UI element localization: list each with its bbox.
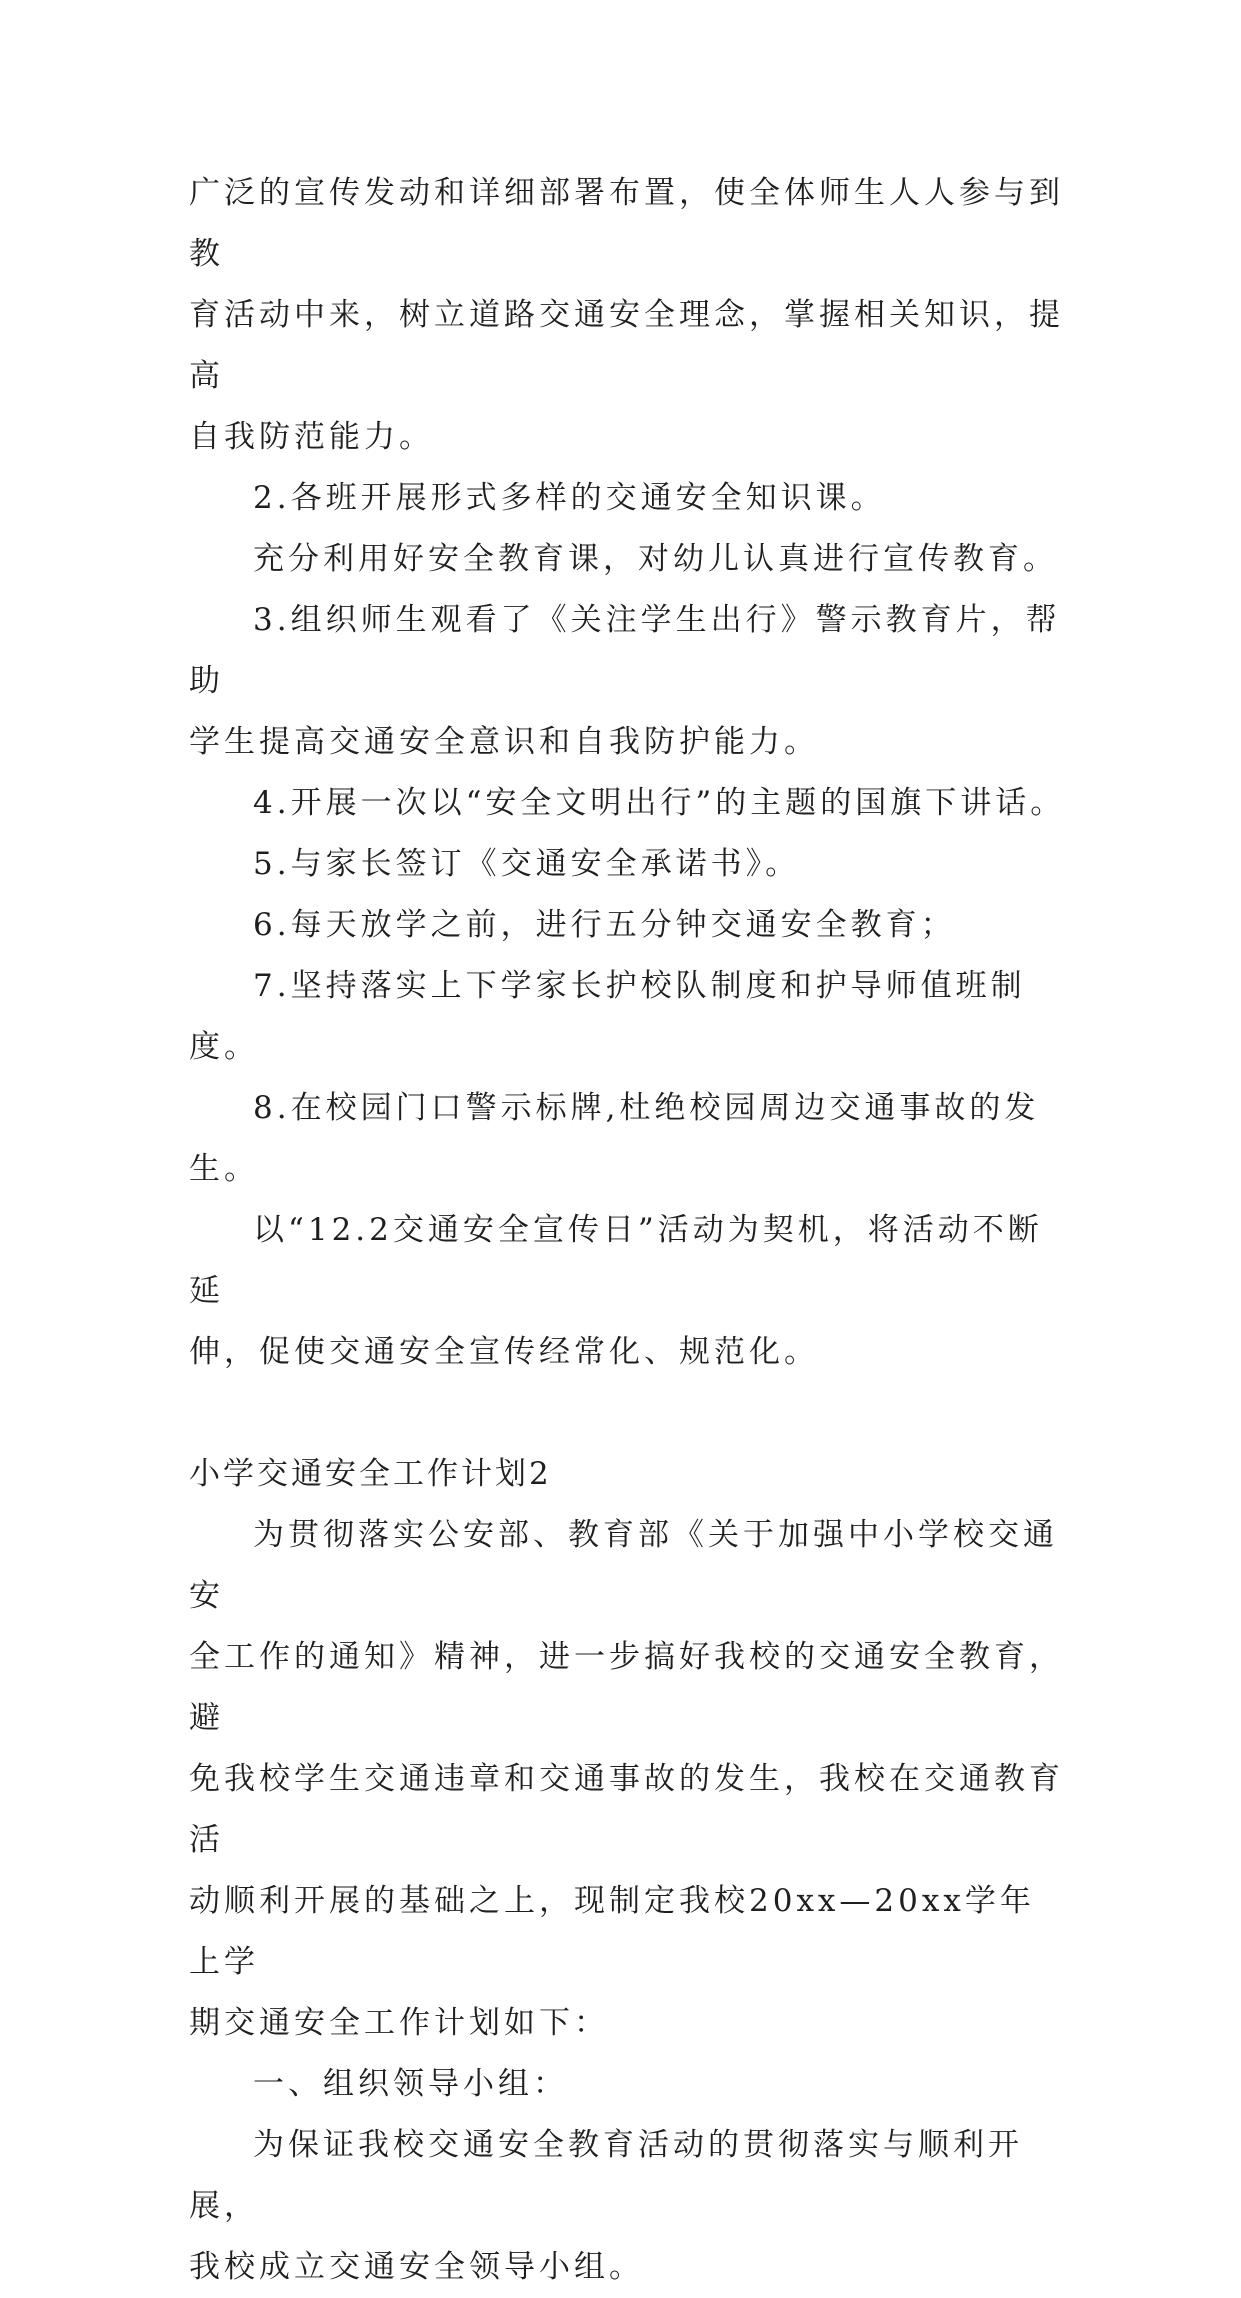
paragraph-2-line-2: 我校成立交通安全领导小组。: [189, 2249, 644, 2285]
paragraph-1-line-4: 动顺利开展的基础之上，现制定我校20xx—20xx学年上学: [189, 1883, 1035, 1980]
list-item-3-line-2: 学生提高交通安全意识和自我防护能力。: [189, 724, 819, 760]
list-item-7: 7.坚持落实上下学家长护校队制度和护导师值班制度。: [189, 968, 1026, 1065]
document-body: [189, 163, 1069, 2298]
subheading-1: 一、组织领导小组：: [253, 2066, 568, 2102]
paragraph-1-line-5: 期交通安全工作计划如下：: [189, 2005, 609, 2041]
list-item-6: 6.每天放学之前，进行五分钟交通安全教育；: [253, 907, 956, 943]
intro-line-3: 自我防范能力。: [189, 419, 434, 455]
list-item-3-line-1: 3.组织师生观看了《关注学生出行》警示教育片，帮助: [189, 602, 1061, 699]
paragraph-2-line-1: 为保证我校交通安全教育活动的贯彻落实与顺利开展，: [189, 2127, 1023, 2224]
closing-line-1: 以“12.2交通安全宣传日”活动为契机，将活动不断延: [189, 1212, 1043, 1309]
section-gap: [189, 1383, 1069, 1444]
intro-line-1: 广泛的宣传发动和详细部署布置，使全体师生人人参与到教: [189, 175, 1064, 272]
list-item-2-detail: 充分利用好安全教育课，对幼儿认真进行宣传教育。: [253, 541, 1058, 577]
list-item-8: 8.在校园门口警示标牌,杜绝校园周边交通事故的发生。: [189, 1090, 1040, 1187]
closing-line-2: 伸，促使交通安全宣传经常化、规范化。: [189, 1334, 819, 1370]
list-item-2: 2.各班开展形式多样的交通安全知识课。: [253, 480, 886, 516]
list-item-5: 5.与家长签订《交通安全承诺书》。: [253, 846, 801, 882]
list-item-4: 4.开展一次以“安全文明出行”的主题的国旗下讲话。: [253, 785, 1066, 821]
section-title: 小学交通安全工作计划2: [189, 1456, 552, 1492]
intro-line-2: 育活动中来，树立道路交通安全理念，掌握相关知识，提高: [189, 297, 1064, 394]
paragraph-1-line-1: 为贯彻落实公安部、教育部《关于加强中小学校交通安: [189, 1517, 1058, 1614]
paragraph-1-line-2: 全工作的通知》精神，进一步搞好我校的交通安全教育，避: [189, 1639, 1064, 1736]
paragraph-1-line-3: 免我校学生交通违章和交通事故的发生，我校在交通教育活: [189, 1761, 1064, 1858]
